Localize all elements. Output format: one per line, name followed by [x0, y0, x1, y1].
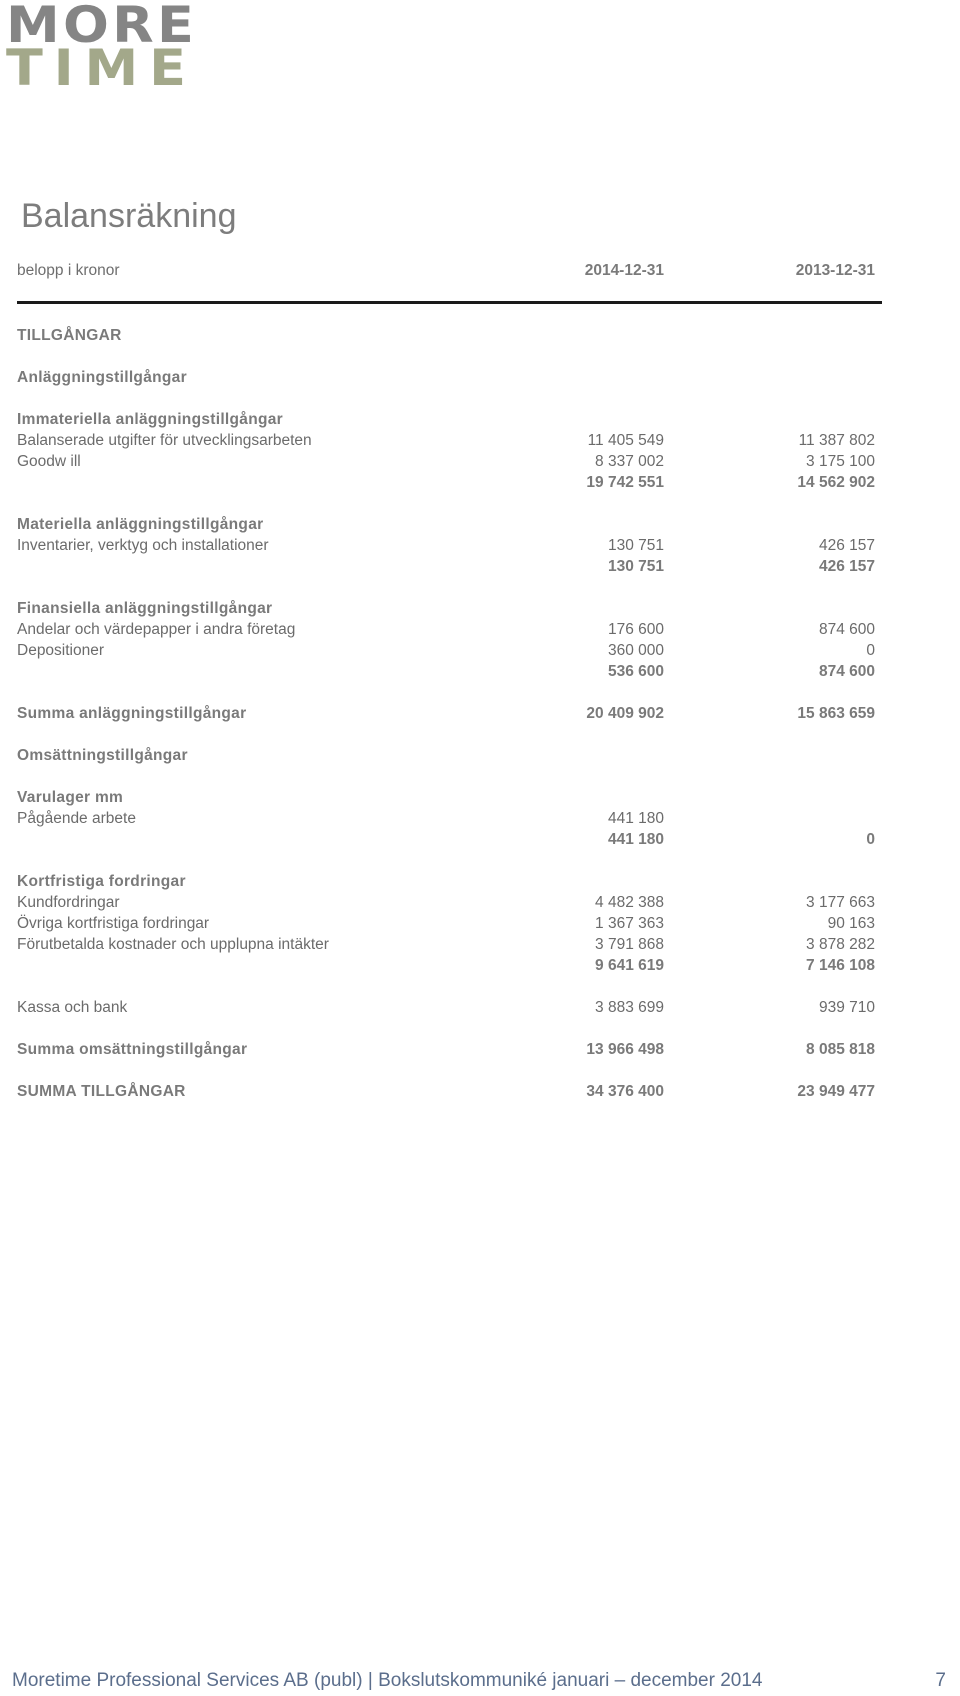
column-header-2013: 2013-12-31: [795, 262, 875, 279]
value-2013: 23 949 477: [797, 1083, 875, 1100]
unit-label: belopp i kronor: [17, 262, 120, 279]
table-row: [17, 703, 875, 724]
row-label: Varulager mm: [17, 789, 124, 806]
table-row: [17, 913, 875, 934]
row-label: Materiella anläggningstillgångar: [17, 516, 264, 533]
value-2014: 3 883 699: [595, 999, 664, 1016]
value-2014: 8 337 002: [595, 453, 664, 470]
table-row: [17, 997, 875, 1018]
row-label: Goodw ill: [17, 453, 81, 470]
row-label: Förutbetalda kostnader och upplupna intäkter: [17, 936, 329, 953]
value-2014: 19 742 551: [586, 474, 664, 491]
table-row: [17, 430, 875, 451]
row-label: Andelar och värdepapper i andra företag: [17, 621, 296, 638]
row-label: Kortfristiga fordringar: [17, 873, 186, 890]
table-row: [17, 787, 875, 808]
table-row: [17, 535, 875, 556]
table-row: [17, 808, 875, 829]
logo-more-text: MORE: [6, 0, 198, 54]
value-2014: 13 966 498: [586, 1041, 664, 1058]
value-2014: 1 367 363: [595, 915, 664, 932]
table-spacer: [17, 682, 875, 703]
value-2013: 874 600: [818, 621, 875, 638]
row-label: Immateriella anläggningstillgångar: [17, 411, 284, 428]
row-label: Balanserade utgifter för utvecklingsarbeten: [17, 432, 312, 449]
table-row: [17, 514, 875, 535]
table-row: [17, 955, 875, 976]
value-2013: 8 085 818: [806, 1041, 875, 1058]
row-label: Övriga kortfristiga fordringar: [17, 915, 210, 932]
table-row: [17, 472, 875, 493]
value-2014: 360 000: [607, 642, 664, 659]
table-row: [17, 934, 875, 955]
row-label: Anläggningstillgångar: [17, 369, 187, 386]
row-label: Summa omsättningstillgångar: [17, 1041, 248, 1058]
table-spacer: [17, 1060, 875, 1081]
table-spacer: [17, 1018, 875, 1039]
value-2013: 874 600: [818, 663, 875, 680]
table-spacer: [17, 577, 875, 598]
table-spacer: [17, 766, 875, 787]
value-2013: 11 387 802: [798, 432, 875, 449]
value-2014: 176 600: [607, 621, 664, 638]
value-2014: 441 180: [607, 831, 664, 848]
value-2013: 3 177 663: [806, 894, 875, 911]
table-row: [17, 598, 875, 619]
value-2014: 9 641 619: [595, 957, 664, 974]
table-spacer: [17, 346, 875, 367]
logo-time-text: TIME: [6, 39, 197, 97]
page-number: 7: [935, 1670, 946, 1691]
value-2014: 130 751: [607, 558, 664, 575]
value-2014: 130 751: [607, 537, 664, 554]
table-spacer: [17, 724, 875, 745]
row-label: Finansiella anläggningstillgångar: [17, 600, 273, 617]
table-row: [17, 640, 875, 661]
table-row: [17, 829, 875, 850]
row-label: Inventarier, verktyg och installationer: [17, 537, 269, 554]
row-label: Depositioner: [17, 642, 105, 659]
row-label: Pågående arbete: [17, 810, 136, 827]
row-label: Kundfordringar: [17, 894, 120, 911]
footer-text: Moretime Professional Services AB (publ) | Bokslutskommuniké januari – december 2014: [12, 1670, 763, 1691]
table-row: [17, 556, 875, 577]
value-2013: 426 157: [818, 558, 875, 575]
table-row: [17, 367, 875, 388]
value-2013: 426 157: [818, 537, 875, 554]
value-2013: 3 878 282: [806, 936, 875, 953]
table-row: [17, 871, 875, 892]
table-row: [17, 619, 875, 640]
value-2013: 0: [866, 642, 875, 659]
value-2014: 34 376 400: [586, 1083, 664, 1100]
balance-sheet-table: [17, 325, 875, 1102]
table-row: [17, 1081, 875, 1102]
value-2013: 939 710: [818, 999, 875, 1016]
table-spacer: [17, 850, 875, 871]
value-2013: 3 175 100: [806, 453, 875, 470]
value-2014: 4 482 388: [595, 894, 664, 911]
table-row: [17, 325, 875, 346]
value-2013: 14 562 902: [797, 474, 875, 491]
company-logo: [6, 0, 198, 97]
table-row: [17, 409, 875, 430]
header-divider: [17, 301, 882, 304]
value-2014: 11 405 549: [587, 432, 664, 449]
value-2014: 441 180: [607, 810, 664, 827]
value-2013: 0: [866, 831, 875, 848]
table-spacer: [17, 493, 875, 514]
page-title: Balansräkning: [21, 197, 237, 235]
table-spacer: [17, 976, 875, 997]
row-label: SUMMA TILLGÅNGAR: [17, 1083, 186, 1100]
value-2013: 7 146 108: [806, 957, 875, 974]
page-footer: [12, 1670, 960, 1692]
table-row: [17, 892, 875, 913]
row-label: TILLGÅNGAR: [17, 327, 122, 344]
table-spacer: [17, 388, 875, 409]
value-2013: 15 863 659: [797, 705, 875, 722]
row-label: Omsättningstillgångar: [17, 747, 188, 764]
column-header-2014: 2014-12-31: [584, 262, 664, 279]
table-row: [17, 661, 875, 682]
value-2014: 536 600: [607, 663, 664, 680]
table-row: [17, 1039, 875, 1060]
value-2014: 20 409 902: [586, 705, 664, 722]
table-row: [17, 451, 875, 472]
row-label: Summa anläggningstillgångar: [17, 705, 247, 722]
table-header: [17, 262, 875, 282]
row-label: Kassa och bank: [17, 999, 128, 1016]
value-2014: 3 791 868: [595, 936, 664, 953]
table-row: [17, 745, 875, 766]
value-2013: 90 163: [827, 915, 875, 932]
